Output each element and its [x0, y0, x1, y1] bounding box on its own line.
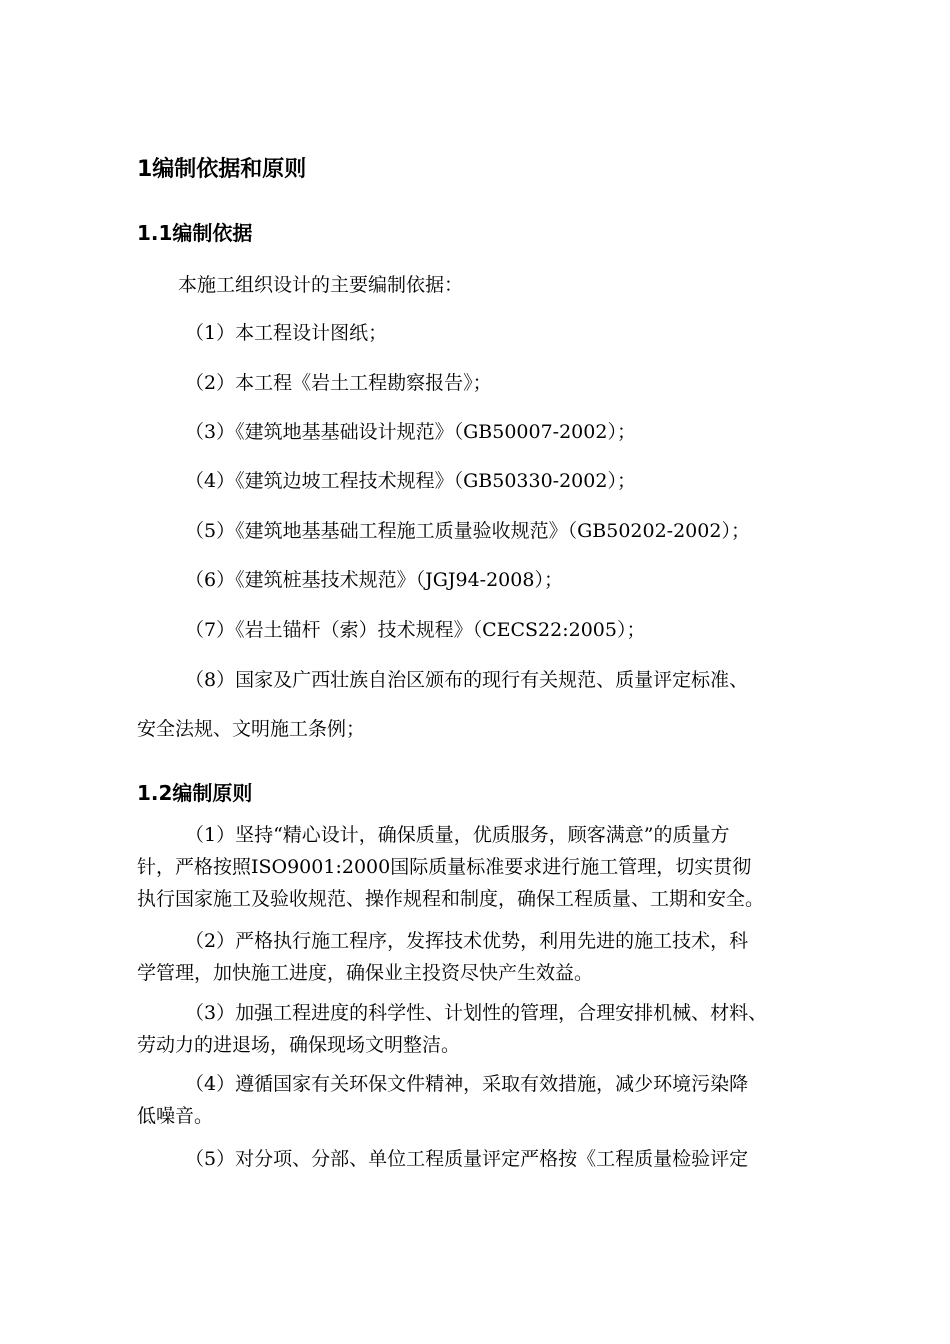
- principle-2-line-2: 学管理，加快施工进度，确保业主投资尽快产生效益。: [137, 962, 594, 984]
- principle-1-line-2: 针，严格按照ISO9001:2000国际质量标准要求进行施工管理，切实贯彻: [137, 856, 752, 878]
- basis-item-8-line-1: （8）国家及广西壮族自治区颁布的现行有关规范、质量评定标准、: [185, 669, 749, 691]
- basis-item-1: （1）本工程设计图纸；: [185, 322, 388, 344]
- principle-1-line-3: 执行国家施工及验收规范、操作规程和制度，确保工程质量、工期和安全。: [137, 888, 765, 910]
- principle-paragraph-5: （5）对分项、分部、单位工程质量评定严格按《工程质量检验评定: [185, 1148, 749, 1170]
- section-1-1-heading: 1.1编制依据: [137, 221, 253, 245]
- principle-4-line-2: 低噪音。: [137, 1105, 214, 1127]
- principle-paragraph-3: [137, 997, 767, 1061]
- principle-3-line-2: 劳动力的进退场，确保现场文明整洁。: [137, 1034, 461, 1056]
- section-1-2-heading: 1.2编制原则: [137, 781, 253, 805]
- principle-4-line-1: （4）遵循国家有关环保文件精神，采取有效措施，减少环境污染降: [185, 1073, 749, 1095]
- basis-item-4: （4）《建筑边坡工程技术规程》（GB50330-2002）；: [185, 470, 636, 492]
- principle-paragraph-2: [137, 925, 748, 989]
- section-1-1-intro: 本施工组织设计的主要编制依据：: [178, 274, 464, 296]
- principle-paragraph-1: [137, 819, 764, 915]
- heading-1: 1编制依据和原则: [137, 157, 307, 182]
- principle-paragraph-4: [137, 1068, 748, 1132]
- basis-item-7: （7）《岩土锚杆（索）技术规程》（CECS22:2005）；: [185, 619, 646, 641]
- basis-item-8-line-2: 安全法规、文明施工条例；: [137, 718, 366, 740]
- basis-item-2: （2）本工程《岩土工程勘察报告》；: [185, 372, 492, 394]
- basis-item-5: （5）《建筑地基基础工程施工质量验收规范》（GB50202-2002）；: [185, 520, 750, 542]
- principle-1-line-1: （1）坚持“精心设计，确保质量，优质服务，顾客满意”的质量方: [185, 824, 730, 846]
- basis-item-3: （3）《建筑地基基础设计规范》（GB50007-2002）；: [185, 421, 636, 443]
- principle-3-line-1: （3）加强工程进度的科学性、计划性的管理，合理安排机械、材料、: [185, 1002, 768, 1024]
- basis-item-6: （6）《建筑桩基技术规范》（JGJ94-2008）；: [185, 569, 563, 591]
- principle-2-line-1: （2）严格执行施工程序，发挥技术优势，利用先进的施工技术，科: [185, 930, 749, 952]
